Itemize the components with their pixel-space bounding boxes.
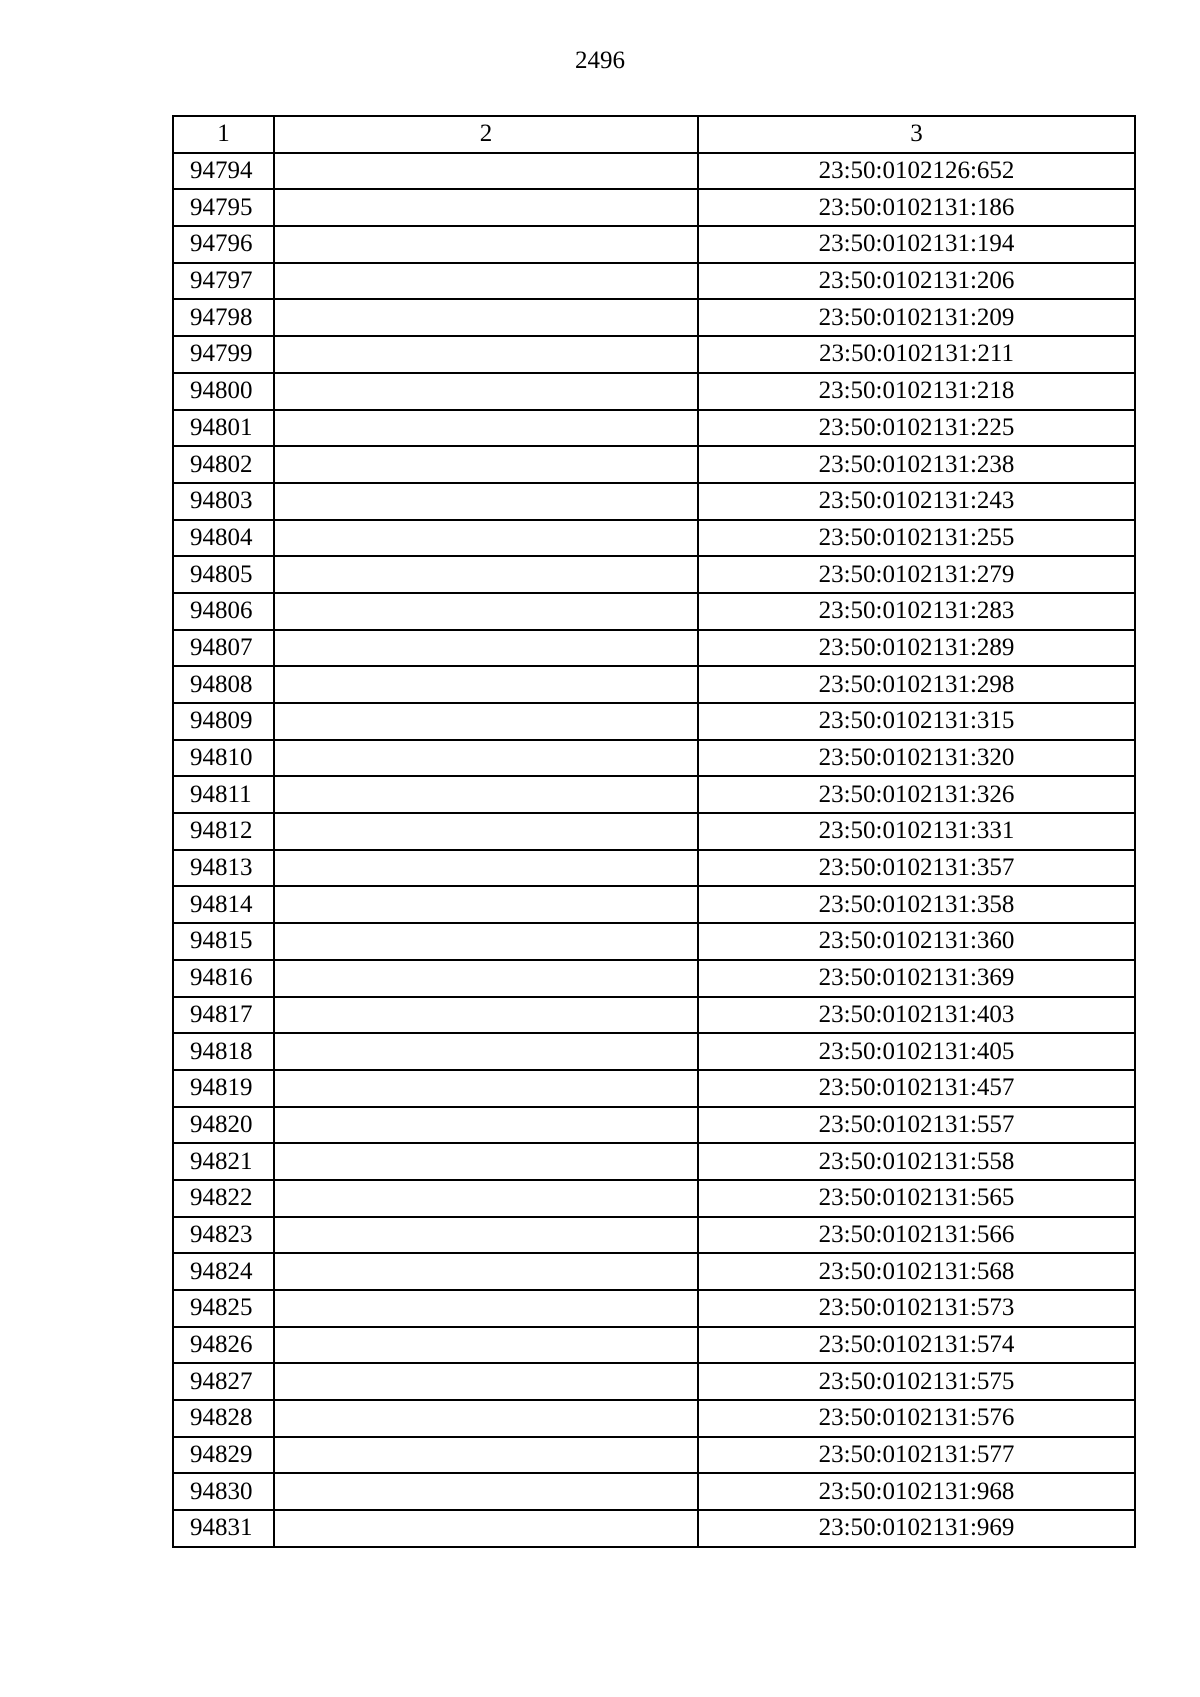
cadastral-number-cell: 23:50:0102131:283 — [698, 593, 1135, 630]
table-row — [173, 446, 1135, 483]
description-cell — [274, 1217, 698, 1254]
table-row — [173, 1400, 1135, 1437]
row-number-cell: 94795 — [173, 189, 274, 226]
row-number-cell: 94801 — [173, 410, 274, 447]
row-number-cell: 94820 — [173, 1107, 274, 1144]
description-cell — [274, 153, 698, 190]
cadastral-number-cell: 23:50:0102131:326 — [698, 776, 1135, 813]
page-number: 2496 — [575, 47, 625, 74]
table-row — [173, 520, 1135, 557]
row-number-cell: 94815 — [173, 923, 274, 960]
table-row — [173, 666, 1135, 703]
table-row — [173, 1070, 1135, 1107]
description-cell — [274, 1400, 698, 1437]
table-row — [173, 483, 1135, 520]
table-row — [173, 1290, 1135, 1327]
description-cell — [274, 520, 698, 557]
cadastral-number-cell: 23:50:0102126:652 — [698, 153, 1135, 190]
row-number-cell: 94823 — [173, 1217, 274, 1254]
table-row — [173, 373, 1135, 410]
cadastral-number-cell: 23:50:0102131:358 — [698, 886, 1135, 923]
table-body — [173, 153, 1135, 1547]
row-number-cell: 94803 — [173, 483, 274, 520]
cadastral-number-cell: 23:50:0102131:568 — [698, 1253, 1135, 1290]
column-header-3: 3 — [698, 116, 1135, 153]
row-number-cell: 94798 — [173, 299, 274, 336]
description-cell — [274, 1143, 698, 1180]
description-cell — [274, 299, 698, 336]
table-row — [173, 997, 1135, 1034]
row-number-cell: 94807 — [173, 630, 274, 667]
table-row — [173, 813, 1135, 850]
description-cell — [274, 997, 698, 1034]
table-row — [173, 886, 1135, 923]
row-number-cell: 94831 — [173, 1510, 274, 1547]
cadastral-number-cell: 23:50:0102131:360 — [698, 923, 1135, 960]
row-number-cell: 94819 — [173, 1070, 274, 1107]
cadastral-number-cell: 23:50:0102131:298 — [698, 666, 1135, 703]
cadastral-number-cell: 23:50:0102131:186 — [698, 189, 1135, 226]
row-number-cell: 94811 — [173, 776, 274, 813]
cadastral-number-cell: 23:50:0102131:457 — [698, 1070, 1135, 1107]
row-number-cell: 94814 — [173, 886, 274, 923]
table-row — [173, 1437, 1135, 1474]
description-cell — [274, 226, 698, 263]
table-row — [173, 740, 1135, 777]
cadastral-number-cell: 23:50:0102131:279 — [698, 556, 1135, 593]
table-row — [173, 1253, 1135, 1290]
description-cell — [274, 189, 698, 226]
cadastral-number-cell: 23:50:0102131:577 — [698, 1437, 1135, 1474]
table-row — [173, 556, 1135, 593]
cadastral-number-cell: 23:50:0102131:574 — [698, 1327, 1135, 1364]
cadastral-number-cell: 23:50:0102131:557 — [698, 1107, 1135, 1144]
cadastral-number-cell: 23:50:0102131:969 — [698, 1510, 1135, 1547]
row-number-cell: 94816 — [173, 960, 274, 997]
table-row — [173, 263, 1135, 300]
cadastral-number-cell: 23:50:0102131:209 — [698, 299, 1135, 336]
description-cell — [274, 813, 698, 850]
row-number-cell: 94805 — [173, 556, 274, 593]
register-table — [172, 115, 1136, 1548]
description-cell — [274, 703, 698, 740]
row-number-cell: 94804 — [173, 520, 274, 557]
table-row — [173, 1033, 1135, 1070]
row-number-cell: 94826 — [173, 1327, 274, 1364]
table-row — [173, 153, 1135, 190]
table-row — [173, 960, 1135, 997]
description-cell — [274, 1473, 698, 1510]
table-row — [173, 1143, 1135, 1180]
description-cell — [274, 1290, 698, 1327]
table-row — [173, 1473, 1135, 1510]
row-number-cell: 94824 — [173, 1253, 274, 1290]
description-cell — [274, 410, 698, 447]
table-row — [173, 776, 1135, 813]
cadastral-number-cell: 23:50:0102131:566 — [698, 1217, 1135, 1254]
cadastral-number-cell: 23:50:0102131:206 — [698, 263, 1135, 300]
row-number-cell: 94828 — [173, 1400, 274, 1437]
description-cell — [274, 1070, 698, 1107]
table-row — [173, 630, 1135, 667]
row-number-cell: 94802 — [173, 446, 274, 483]
table-row — [173, 1363, 1135, 1400]
cadastral-number-cell: 23:50:0102131:558 — [698, 1143, 1135, 1180]
cadastral-number-cell: 23:50:0102131:576 — [698, 1400, 1135, 1437]
description-cell — [274, 1327, 698, 1364]
description-cell — [274, 373, 698, 410]
description-cell — [274, 1107, 698, 1144]
row-number-cell: 94808 — [173, 666, 274, 703]
table-row — [173, 336, 1135, 373]
cadastral-number-cell: 23:50:0102131:211 — [698, 336, 1135, 373]
cadastral-number-cell: 23:50:0102131:968 — [698, 1473, 1135, 1510]
cadastral-number-cell: 23:50:0102131:575 — [698, 1363, 1135, 1400]
table-row — [173, 299, 1135, 336]
row-number-cell: 94822 — [173, 1180, 274, 1217]
row-number-cell: 94806 — [173, 593, 274, 630]
column-header-2: 2 — [274, 116, 698, 153]
table-row — [173, 189, 1135, 226]
row-number-cell: 94812 — [173, 813, 274, 850]
cadastral-number-cell: 23:50:0102131:225 — [698, 410, 1135, 447]
row-number-cell: 94796 — [173, 226, 274, 263]
cadastral-number-cell: 23:50:0102131:357 — [698, 850, 1135, 887]
description-cell — [274, 630, 698, 667]
cadastral-number-cell: 23:50:0102131:194 — [698, 226, 1135, 263]
row-number-cell: 94817 — [173, 997, 274, 1034]
table-header — [173, 116, 1135, 153]
cadastral-number-cell: 23:50:0102131:573 — [698, 1290, 1135, 1327]
description-cell — [274, 593, 698, 630]
row-number-cell: 94818 — [173, 1033, 274, 1070]
row-number-cell: 94800 — [173, 373, 274, 410]
description-cell — [274, 1253, 698, 1290]
table-row — [173, 1180, 1135, 1217]
table-row — [173, 226, 1135, 263]
cadastral-number-cell: 23:50:0102131:369 — [698, 960, 1135, 997]
row-number-cell: 94827 — [173, 1363, 274, 1400]
table-row — [173, 1510, 1135, 1547]
row-number-cell: 94813 — [173, 850, 274, 887]
description-cell — [274, 666, 698, 703]
cadastral-number-cell: 23:50:0102131:320 — [698, 740, 1135, 777]
row-number-cell: 94794 — [173, 153, 274, 190]
cadastral-number-cell: 23:50:0102131:243 — [698, 483, 1135, 520]
row-number-cell: 94825 — [173, 1290, 274, 1327]
row-number-cell: 94821 — [173, 1143, 274, 1180]
row-number-cell: 94797 — [173, 263, 274, 300]
cadastral-number-cell: 23:50:0102131:331 — [698, 813, 1135, 850]
description-cell — [274, 1363, 698, 1400]
table-row — [173, 923, 1135, 960]
row-number-cell: 94799 — [173, 336, 274, 373]
cadastral-number-cell: 23:50:0102131:255 — [698, 520, 1135, 557]
description-cell — [274, 263, 698, 300]
description-cell — [274, 776, 698, 813]
cadastral-number-cell: 23:50:0102131:238 — [698, 446, 1135, 483]
description-cell — [274, 1437, 698, 1474]
header-row — [173, 116, 1135, 153]
description-cell — [274, 336, 698, 373]
cadastral-number-cell: 23:50:0102131:218 — [698, 373, 1135, 410]
description-cell — [274, 1180, 698, 1217]
table-row — [173, 1327, 1135, 1364]
table-row — [173, 703, 1135, 740]
description-cell — [274, 446, 698, 483]
description-cell — [274, 1510, 698, 1547]
row-number-cell: 94809 — [173, 703, 274, 740]
row-number-cell: 94829 — [173, 1437, 274, 1474]
description-cell — [274, 960, 698, 997]
row-number-cell: 94830 — [173, 1473, 274, 1510]
description-cell — [274, 740, 698, 777]
row-number-cell: 94810 — [173, 740, 274, 777]
cadastral-number-cell: 23:50:0102131:565 — [698, 1180, 1135, 1217]
description-cell — [274, 923, 698, 960]
cadastral-number-cell: 23:50:0102131:403 — [698, 997, 1135, 1034]
column-header-1: 1 — [173, 116, 274, 153]
table-row — [173, 850, 1135, 887]
table-row — [173, 593, 1135, 630]
cadastral-number-cell: 23:50:0102131:315 — [698, 703, 1135, 740]
description-cell — [274, 1033, 698, 1070]
table-row — [173, 1217, 1135, 1254]
cadastral-number-cell: 23:50:0102131:405 — [698, 1033, 1135, 1070]
table-row — [173, 1107, 1135, 1144]
table-row — [173, 410, 1135, 447]
description-cell — [274, 556, 698, 593]
description-cell — [274, 886, 698, 923]
description-cell — [274, 850, 698, 887]
description-cell — [274, 483, 698, 520]
cadastral-number-cell: 23:50:0102131:289 — [698, 630, 1135, 667]
